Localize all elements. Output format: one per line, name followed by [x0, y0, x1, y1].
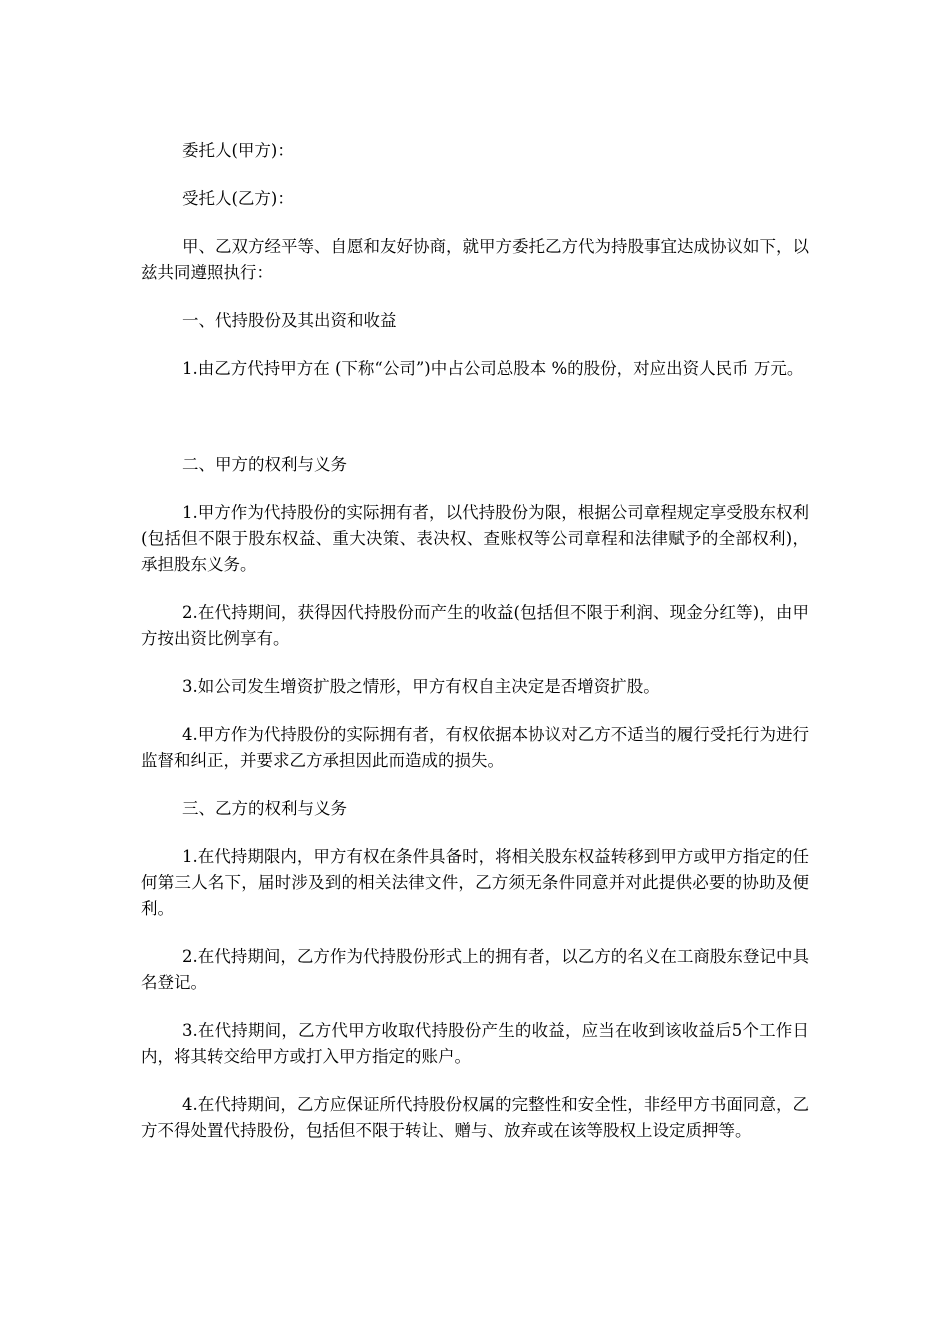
clause-2-3: 3.如公司发生增资扩股之情形，甲方有权自主决定是否增资扩股。	[182, 677, 660, 696]
clause-1-1: 1.由乙方代持甲方在 (下称“公司”)中占公司总股本 %的股份，对应出资人民币 万元。	[182, 359, 804, 378]
section-heading-1: 一、代持股份及其出资和收益	[182, 311, 397, 330]
document-body	[141, 138, 809, 1144]
clause-3-1: 1.在代持期限内，甲方有权在条件具备时，将相关股东权益转移到甲方或甲方指定的任何第三人名下，届时涉及到的相关法律文件，乙方须无条件同意并对此提供必要的协助及便利。	[141, 847, 809, 918]
clause-3-3: 3.在代持期间，乙方代甲方收取代持股份产生的收益，应当在收到该收益后5个工作日内，将其转交给甲方或打入甲方指定的账户。	[141, 1021, 809, 1066]
preamble-paragraph: 甲、乙双方经平等、自愿和友好协商，就甲方委托乙方代为持股事宜达成协议如下，以兹共同遵照执行：	[141, 237, 809, 282]
clause-2-1: 1.甲方作为代持股份的实际拥有者，以代持股份为限，根据公司章程规定享受股东权利(包括但不限于股东权益、重大决策、表决权、查账权等公司章程和法律赋予的全部权利)，承担股东义务。	[141, 503, 809, 574]
clause-3-4: 4.在代持期间，乙方应保证所代持股份权属的完整性和安全性，非经甲方书面同意，乙方不得处置代持股份，包括但不限于转让、赠与、放弃或在该等股权上设定质押等。	[141, 1095, 809, 1140]
principal-line: 委托人(甲方)：	[182, 141, 294, 160]
agent-line: 受托人(乙方)：	[182, 189, 294, 208]
clause-2-4: 4.甲方作为代持股份的实际拥有者，有权依据本协议对乙方不适当的履行受托行为进行监督和纠正，并要求乙方承担因此而造成的损失。	[141, 725, 809, 770]
section-heading-3: 三、乙方的权利与义务	[182, 799, 347, 818]
section-heading-2: 二、甲方的权利与义务	[182, 455, 347, 474]
clause-2-2: 2.在代持期间，获得因代持股份而产生的收益(包括但不限于利润、现金分红等)，由甲方按出资比例享有。	[141, 603, 809, 648]
clause-3-2: 2.在代持期间，乙方作为代持股份形式上的拥有者，以乙方的名义在工商股东登记中具名登记。	[141, 947, 809, 992]
